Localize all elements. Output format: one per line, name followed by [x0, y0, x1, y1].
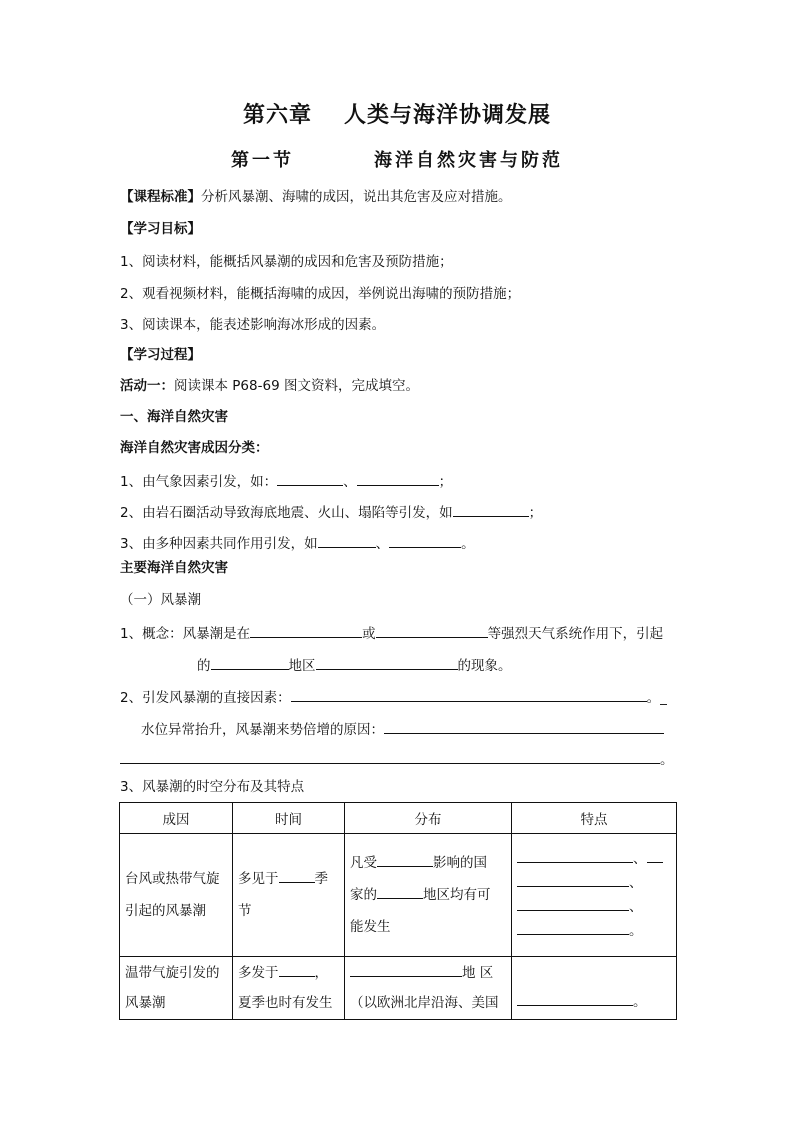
- fill-blank[interactable]: [350, 962, 462, 977]
- time-text: 季: [314, 871, 328, 887]
- cause-item-2: [120, 502, 542, 522]
- fill-blank[interactable]: [453, 502, 529, 517]
- cause-text: 温带气旋引发的: [125, 965, 220, 981]
- distribution-text: 地区均有可: [423, 887, 491, 903]
- separator: 、: [629, 899, 643, 915]
- fill-blank[interactable]: [647, 848, 663, 863]
- subheading-storm-surge: （一）风暴潮: [120, 592, 201, 608]
- chapter-number: 第六章: [242, 102, 312, 128]
- fill-blank[interactable]: [517, 848, 633, 863]
- fill-blank[interactable]: [376, 623, 488, 638]
- distribution-text: （以欧洲北岸沿海、美国: [350, 995, 499, 1011]
- goal-item: 2、观看视频材料，能概括海啸的成因，举例说出海啸的预防措施；: [120, 286, 521, 302]
- distribution-text: 地 区: [462, 965, 494, 981]
- fill-blank[interactable]: [318, 533, 376, 548]
- heading-marine-disasters: 一、海洋自然灾害: [120, 409, 228, 425]
- chapter-name: 人类与海洋协调发展: [344, 102, 552, 128]
- table-cell-features: [512, 957, 677, 1020]
- fill-blank[interactable]: [517, 872, 629, 887]
- fill-blank[interactable]: [316, 655, 458, 670]
- water-level-reason-line: [141, 719, 664, 739]
- learning-process-label: 【学习过程】: [120, 347, 201, 363]
- concept-text: 的: [197, 658, 211, 674]
- time-text: 夏季也时有发生: [238, 995, 333, 1011]
- cause-text: 引起的风暴潮: [125, 903, 206, 919]
- cause-text: 台风或热带气旋: [125, 871, 220, 887]
- heading-main-disasters: 主要海洋自然灾害: [120, 560, 228, 576]
- fill-blank[interactable]: [211, 655, 289, 670]
- cause-item-1-text: 1、由气象因素引发，如：: [120, 474, 278, 490]
- concept-text: 的现象。: [457, 658, 512, 674]
- time-text: 多见于: [238, 871, 279, 887]
- activity-one: [120, 377, 419, 395]
- time-text: 节: [238, 903, 252, 919]
- separator: 、: [343, 474, 357, 490]
- concept-or: 或: [362, 626, 376, 642]
- table-header-row: [120, 803, 677, 834]
- course-standard: [120, 188, 512, 206]
- table-cell-time: [233, 957, 345, 1020]
- fill-blank[interactable]: [277, 471, 343, 486]
- course-standard-text: 分析风暴潮、海啸的成因，说出其危害及应对措施。: [201, 189, 512, 205]
- cause-item-1: [120, 471, 452, 491]
- table-title: 3、风暴潮的时空分布及其特点: [120, 779, 305, 795]
- table-header-cell: 时间: [233, 803, 345, 834]
- fill-blank[interactable]: [377, 852, 433, 867]
- time-text: 多发于: [238, 965, 279, 981]
- separator: 、: [629, 875, 643, 891]
- fill-blank[interactable]: [384, 719, 664, 734]
- time-text: ，: [314, 965, 328, 981]
- punctuation: 。: [461, 536, 475, 552]
- goal-item: 1、阅读材料，能概括风暴潮的成因和危害及预防措施；: [120, 254, 453, 270]
- direct-factor-text: 2、引发风暴潮的直接因素：: [120, 690, 291, 706]
- punctuation: 。: [660, 752, 674, 768]
- punctuation: ；: [438, 474, 453, 490]
- punctuation: 。: [629, 923, 643, 939]
- fill-blank[interactable]: [279, 962, 315, 977]
- fill-blank[interactable]: [389, 533, 461, 548]
- table-cell-distribution: [345, 834, 512, 957]
- table-cell-distribution: [345, 957, 512, 1020]
- direct-factor-line: [120, 687, 667, 707]
- fill-blank[interactable]: [120, 749, 660, 764]
- water-level-reason-line-2: [120, 749, 674, 769]
- table-row: [120, 834, 677, 957]
- separator: 、: [375, 536, 390, 552]
- cause-item-3-text: 3、由多种因素共同作用引发，如: [120, 536, 318, 552]
- punctuation: 。_: [646, 690, 667, 706]
- water-level-reason-text: 水位异常抬升，风暴潮来势倍增的原因：: [141, 722, 384, 738]
- storm-surge-table: [119, 802, 677, 1020]
- fill-blank[interactable]: [250, 623, 362, 638]
- section-name: 海洋自然灾害与防范: [374, 150, 563, 171]
- activity-one-text: 阅读课本 P68-69 图文资料，完成填空。: [174, 378, 419, 394]
- cause-item-2-text: 2、由岩石圈活动导致海底地震、火山、塌陷等引发，如: [120, 505, 453, 521]
- fill-blank[interactable]: [357, 471, 439, 486]
- fill-blank[interactable]: [517, 920, 629, 935]
- heading-cause-classification: 海洋自然灾害成因分类：: [120, 440, 269, 456]
- activity-one-label: 活动一：: [120, 378, 174, 394]
- section-title: [0, 146, 794, 172]
- table-cell-time: [233, 834, 345, 957]
- cause-text: 风暴潮: [125, 995, 166, 1011]
- fill-blank[interactable]: [377, 884, 423, 899]
- table-header-cell: 特点: [512, 803, 677, 834]
- fill-blank[interactable]: [517, 896, 629, 911]
- distribution-text: 能发生: [350, 919, 391, 935]
- concept-line-2: [197, 655, 512, 675]
- concept-text: 1、概念：风暴潮是在: [120, 626, 251, 642]
- fill-blank[interactable]: [279, 868, 315, 883]
- separator: 、: [633, 851, 647, 867]
- concept-line-1: [120, 623, 663, 643]
- punctuation: 。: [633, 994, 647, 1010]
- chapter-title: [0, 98, 794, 129]
- section-number: 第一节: [231, 150, 294, 171]
- concept-text: 地区: [288, 658, 316, 674]
- fill-blank[interactable]: [291, 687, 647, 702]
- cause-item-3: [120, 533, 475, 553]
- table-cell-cause: [120, 834, 233, 957]
- distribution-text: 凡受: [350, 855, 377, 871]
- concept-text: 等强烈天气系统作用下，引起: [487, 626, 664, 642]
- fill-blank[interactable]: [517, 991, 633, 1006]
- distribution-text: 家的: [350, 887, 377, 903]
- table-cell-features: [512, 834, 677, 957]
- table-row: [120, 957, 677, 1020]
- table-header-cell: 成因: [120, 803, 233, 834]
- table-cell-cause: [120, 957, 233, 1020]
- goal-item: 3、阅读课本，能表述影响海冰形成的因素。: [120, 317, 386, 333]
- punctuation: ；: [528, 505, 543, 521]
- learning-goals-label: 【学习目标】: [120, 221, 201, 237]
- table-header-cell: 分布: [345, 803, 512, 834]
- distribution-text: 影响的国: [433, 855, 487, 871]
- course-standard-label: 【课程标准】: [120, 189, 201, 205]
